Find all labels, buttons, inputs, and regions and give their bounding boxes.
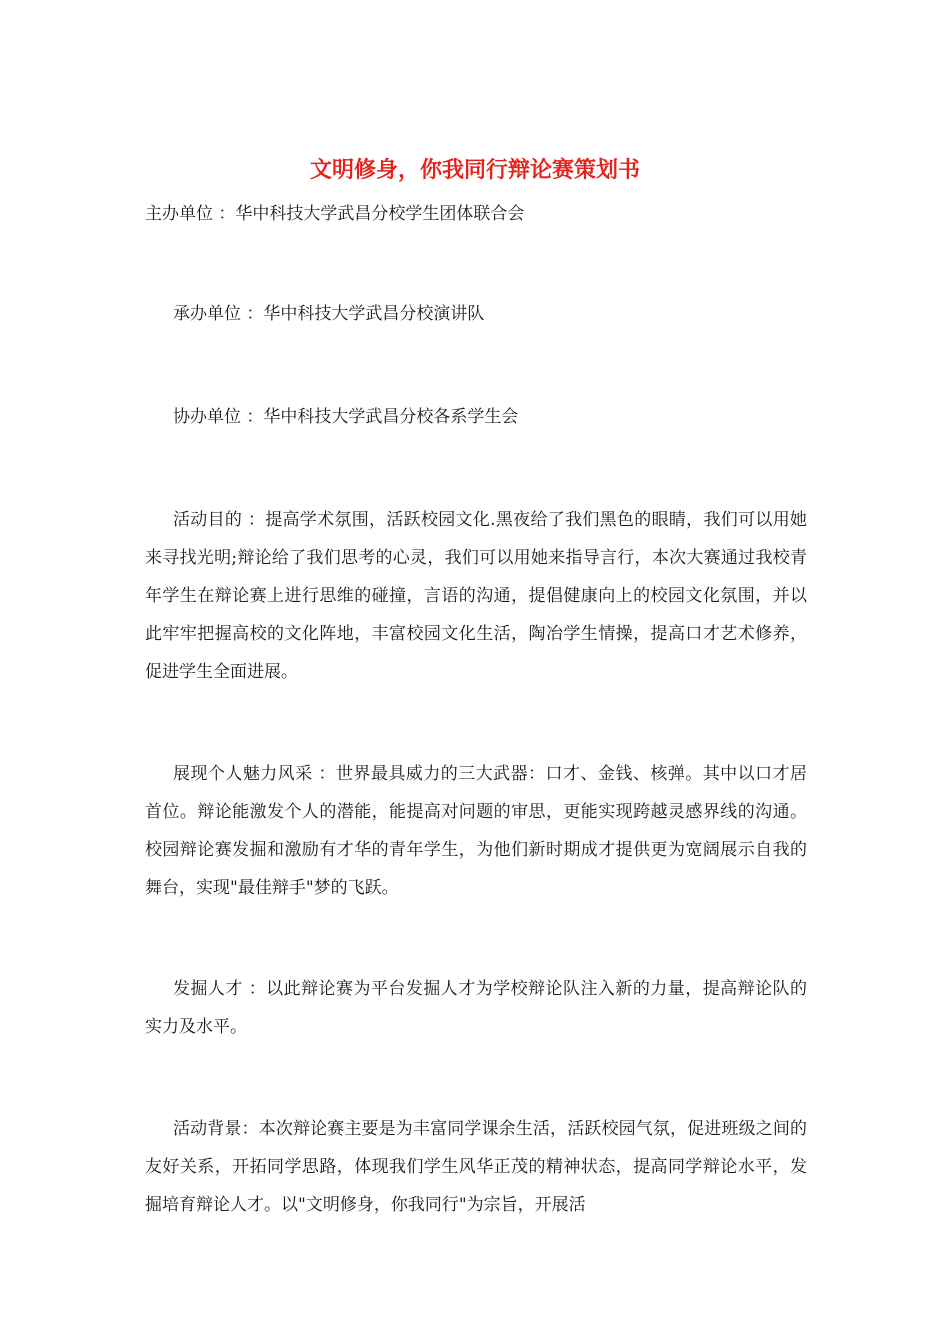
paragraph-purpose: 活动目的 ：提高学术氛围，活跃校园文化.黑夜给了我们黑色的眼睛，我们可以用她来寻找光明;辩论给了我们思考的心灵，我们可以用她来指导言行，本次大赛通过我校青年学生在辩论赛上进行思维的碰撞，言语的沟通，提倡健康向上的校园文化氛围，并以此牢牢把握高校的文化阵地，丰富校园文化生活，陶冶学生情操，提高口才艺术修养，促进学生全面进展。 [145, 510, 807, 682]
paragraph-talent: 发掘人才 ：以此辩论赛为平台发掘人才为学校辩论队注入新的力量，提高辩论队的实力及水平。 [145, 979, 807, 1037]
paragraph-co-organizer: 协办单位 ：华中科技大学武昌分校各系学生会 [173, 407, 519, 427]
paragraph-personal-charm: 展现个人魅力风采 ：世界最具威力的三大武器：口才、金钱、核弹。其中以口才居首位。辩论能激发个人的潜能，能提高对问题的审思，更能实现跨越灵感界线的沟通。校园辩论赛发掘和激励有才华的青年学生，为他们新时期成才提供更为宽阔展示自我的舞台，实现"最佳辩手"梦的飞跃。 [145, 764, 807, 898]
paragraph-background: 活动背景：本次辩论赛主要是为丰富同学课余生活，活跃校园气氛，促进班级之间的友好关系，开拓同学思路，体现我们学生风华正茂的精神状态，提高同学辩论水平，发掘培育辩论人才。以"文明修身，你我同行"为宗旨，开展活 [145, 1119, 807, 1215]
paragraph-undertaker: 承办单位 ：华中科技大学武昌分校演讲队 [173, 304, 485, 324]
document-title: 文明修身，你我同行辩论赛策划书 [309, 157, 640, 183]
paragraph-organizer: 主办单位 ：华中科技大学武昌分校学生团体联合会 [145, 204, 525, 224]
